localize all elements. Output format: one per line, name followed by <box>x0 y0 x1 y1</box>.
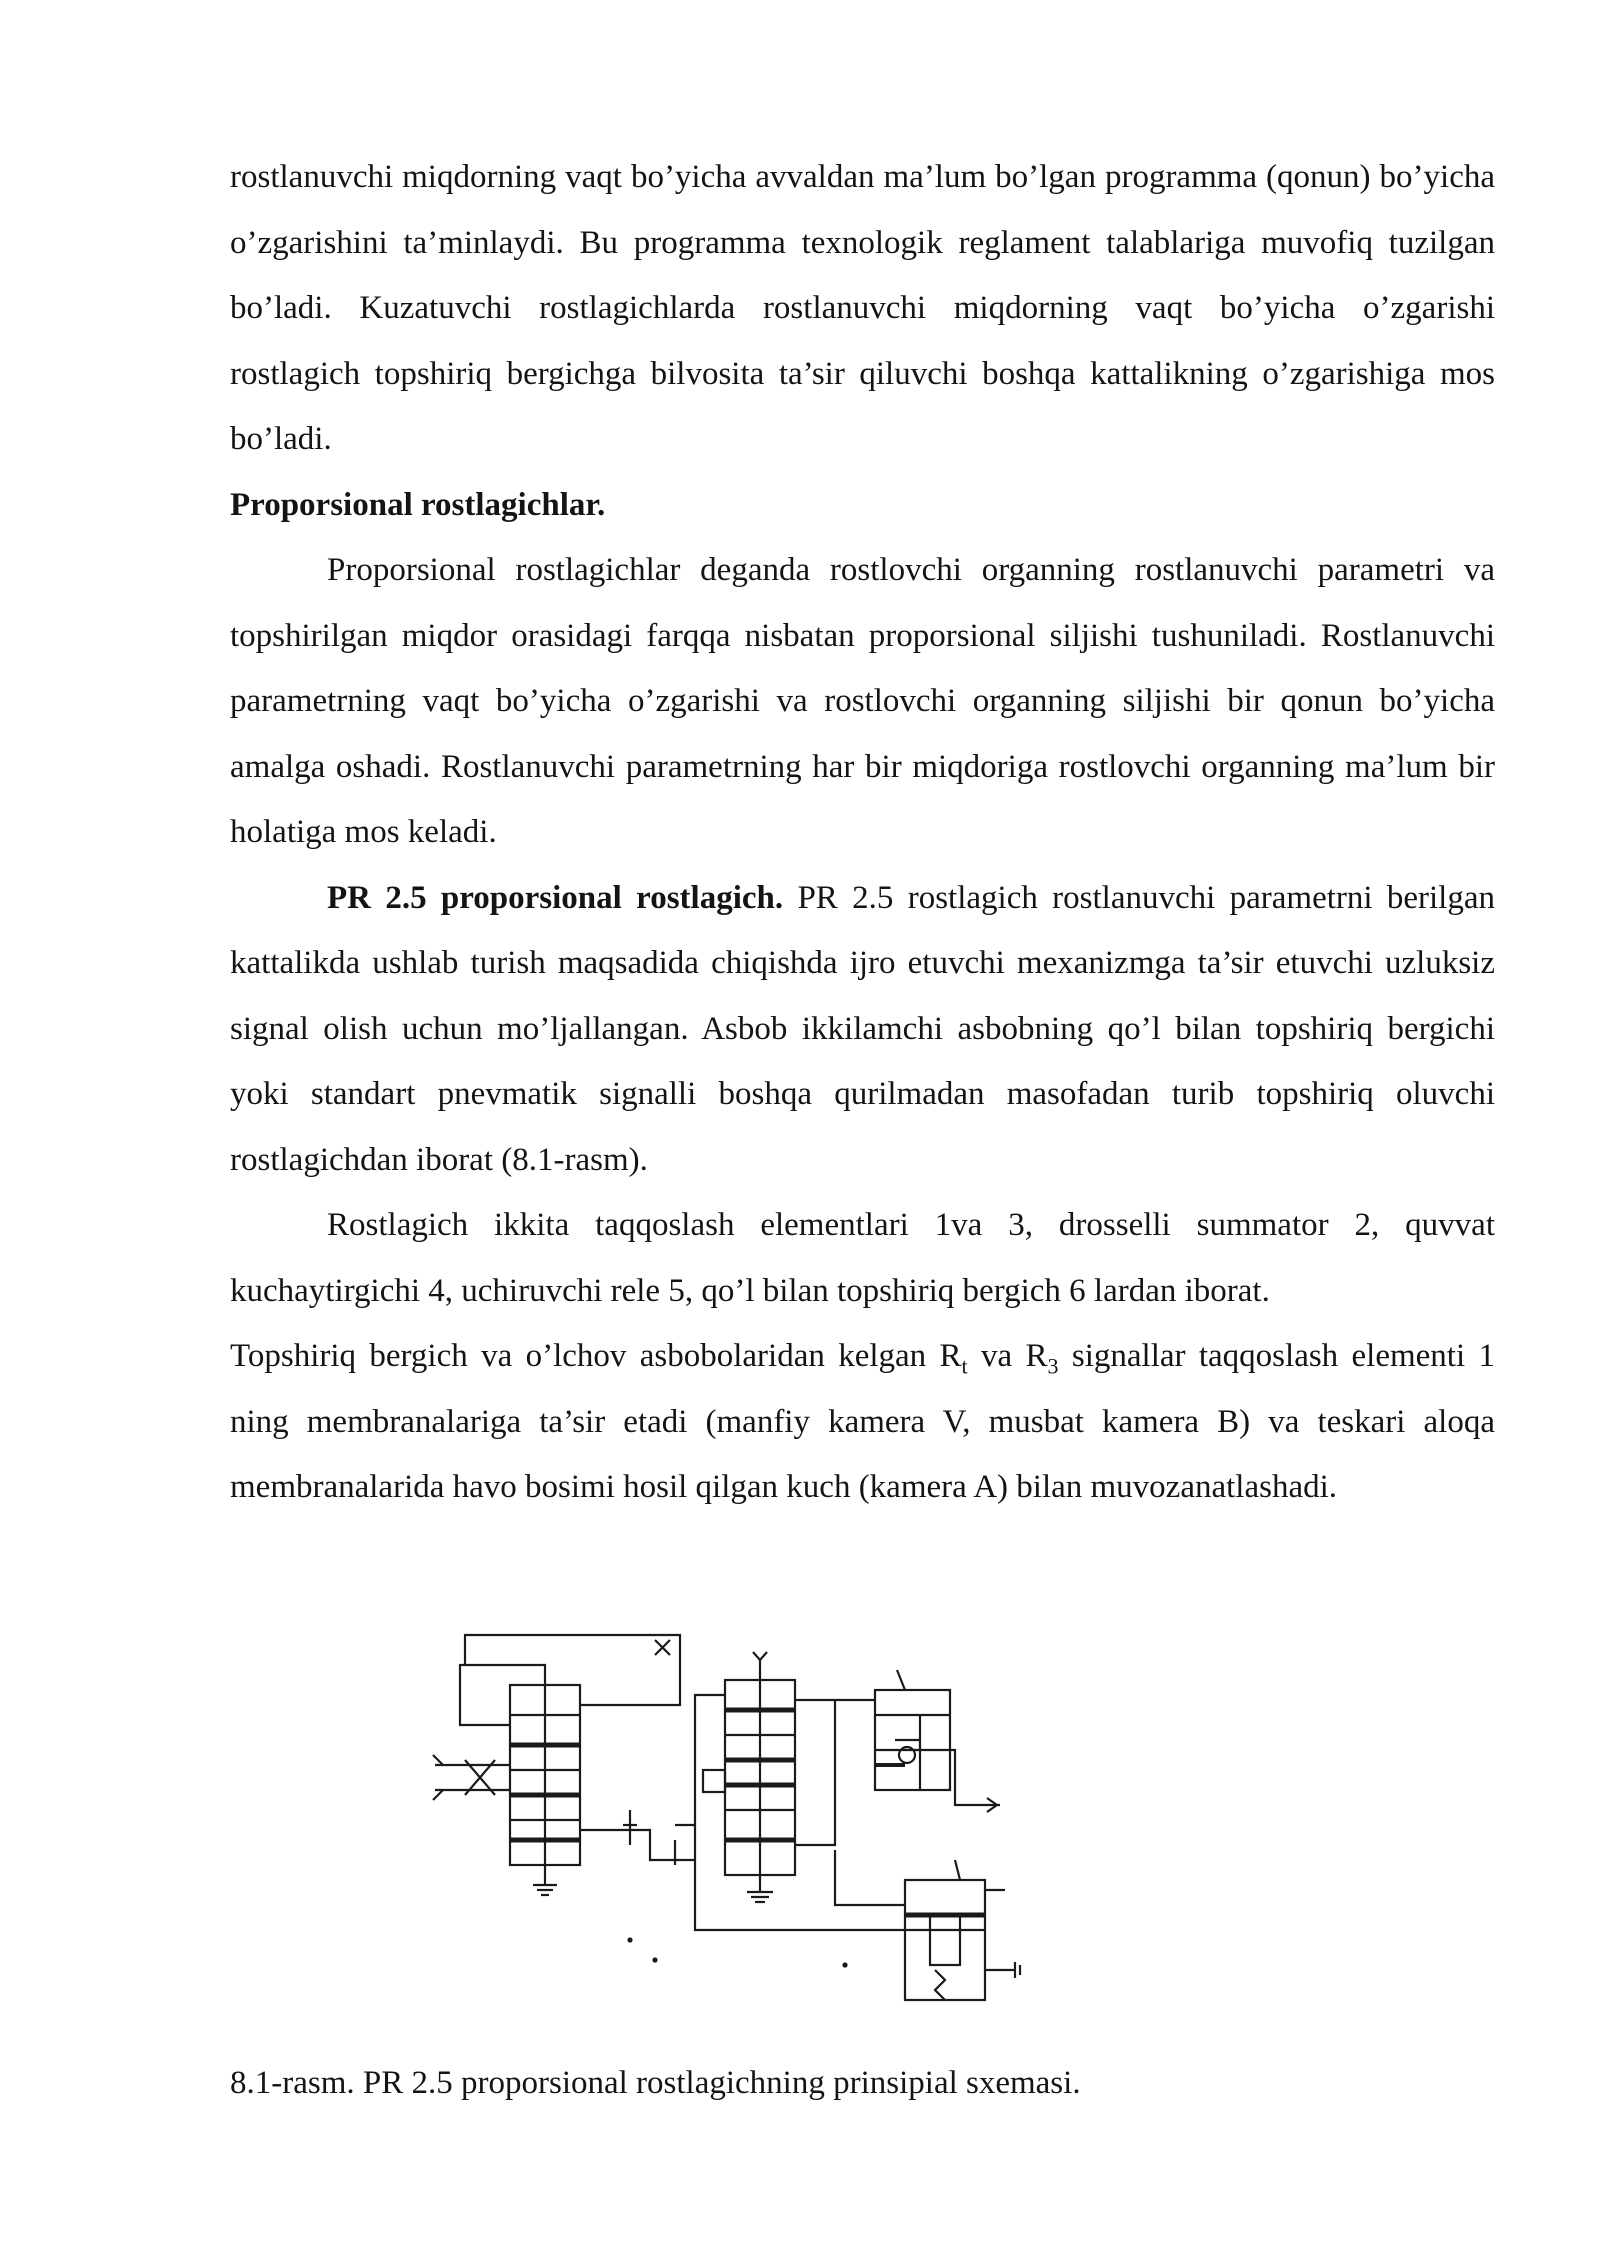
paragraph-1: rostlanuvchi miqdorning vaqt bo’yicha avvaldan ma’lum bo’lgan programma (qonun) bo’yicha o’zgarishini ta’minlaydi. Bu programma texnologik reglament talablariga muvofiq tuzilgan bo’ladi. Kuzatuvchi rostlagichlarda rostlanuvchi miqdorning vaqt bo’yicha o’zgarishi rostlagich topshiriq bergichga bilvosita ta’sir qiluvchi boshqa kattalikning o’zgarishiga mos bo’ladi. <box>230 159 1495 457</box>
paragraph-4: Rostlagich ikkita taqqoslash elementlari 1va 3, drosselli summator 2, quvvat kuchaytirgichi 4, uchiruvchi rele 5, qo’l bilan topshiriq bergich 6 lardan iborat. <box>230 1207 1495 1309</box>
comparison-element-1 <box>510 1685 580 1895</box>
paragraph-3 <box>230 866 1495 1194</box>
output-signal <box>980 1798 1005 1890</box>
summator-block-11 <box>703 1652 795 1902</box>
paragraph-3-bold-lead: PR 2.5 proporsional rostlagich. <box>327 879 784 916</box>
output-wiring <box>795 1700 980 1905</box>
paragraph-5-text-c: signallar taqqoslash elementi 1 ning membranalariga ta’sir etadi (manfiy kamera V, musbat kamera B) va teskari aloqa membranalarida havo bosimi hosil qilgan kuch (kamera A) bilan muvozanatlashadi. <box>230 1338 1495 1505</box>
paragraph-2: Proporsional rostlagichlar deganda rostlovchi organning rostlanuvchi parametri va topshirilgan miqdor orasidagi farqqa nisbatan proporsional siljishi tushuniladi. Rostlanuvchi parametrning vaqt bo’yicha o’zgarishi va rostlovchi organning siljishi bir qonun bo’yicha amalga oshadi. Rostlanuvchi parametrning har bir miqdoriga rostlovchi organning ma’lum bir holatiga mos keladi. <box>230 552 1495 850</box>
document-body <box>230 145 1495 1521</box>
paragraph-5 <box>230 1324 1495 1521</box>
pr25-schematic-drawing <box>425 1630 1065 2020</box>
paragraph-5-sub-t: t <box>961 1353 968 1379</box>
paragraph-5-text-b: va R <box>967 1338 1048 1374</box>
section-heading: Proporsional rostlagichlar. <box>230 486 606 523</box>
paragraph-5-sub-3: 3 <box>1047 1353 1059 1379</box>
input-signals <box>433 1755 510 1800</box>
paragraph-3-text: PR 2.5 rostlagich rostlanuvchi parametrni berilgan kattalikda ushlab turish maqsadida chiqishda ijro etuvchi mexanizmga ta’sir etuvchi uzluksiz signal olish uchun mo’ljallangan. Asbob ikkilamchi asbobning qo’l bilan topshiriq bergichi yoki standart pnevmatik signalli boshqa qurilmadan masofadan turib topshiriq oluvchi rostlagichdan iborat (8.1-rasm). <box>230 879 1495 1178</box>
schematic-figure <box>425 1630 1065 2020</box>
relay-block-12 <box>875 1670 950 1790</box>
figure-caption: 8.1-rasm. PR 2.5 proporsional rostlagichning prinsipial sxemasi. <box>230 2065 1081 2101</box>
paragraph-5-text-a: Topshiriq bergich va o’lchov asbobolaridan kelgan R <box>230 1338 962 1374</box>
